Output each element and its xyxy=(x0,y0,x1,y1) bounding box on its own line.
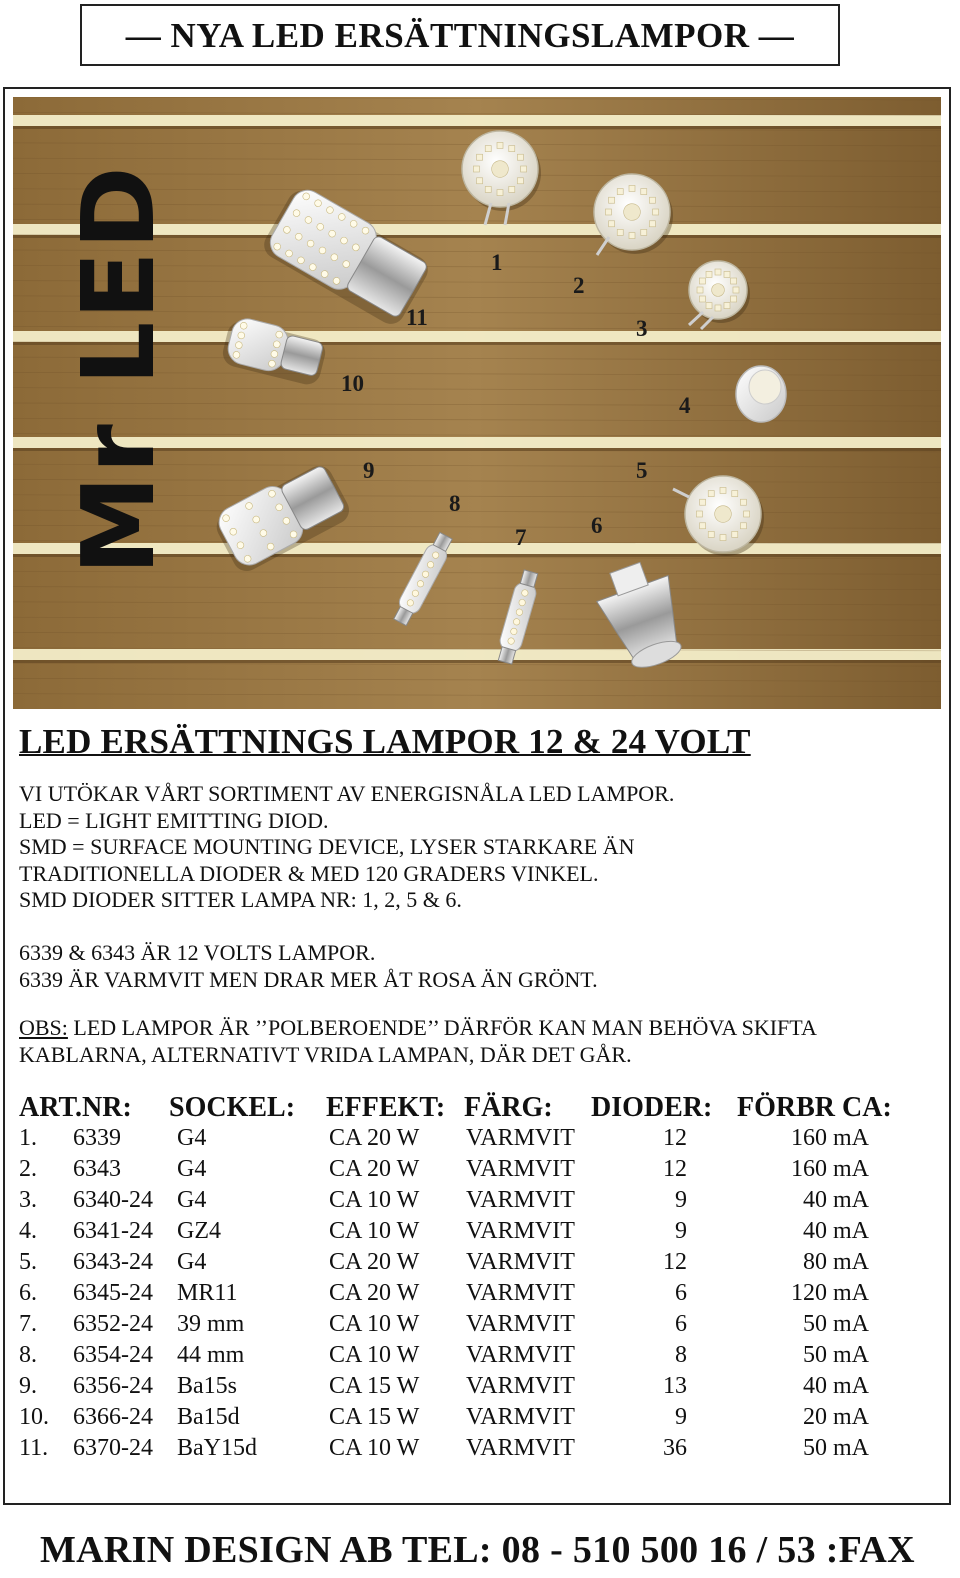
cell-effekt: CA 20 W xyxy=(329,1125,420,1151)
cell-forbr: 50 mA xyxy=(803,1342,869,1368)
cell-dioder: 36 xyxy=(663,1435,687,1461)
cell-nr: 5. xyxy=(19,1249,37,1275)
cell-effekt: CA 10 W xyxy=(329,1342,420,1368)
cell-sockel: GZ4 xyxy=(177,1218,221,1244)
cell-effekt: CA 15 W xyxy=(329,1373,420,1399)
table-row xyxy=(19,1310,919,1341)
cell-forbr: 120 mA xyxy=(791,1280,869,1306)
cell-dioder: 12 xyxy=(663,1249,687,1275)
intro-paragraph xyxy=(19,781,674,914)
deck-seam xyxy=(13,126,941,129)
cell-forbr: 20 mA xyxy=(803,1404,869,1430)
header-farg: FÄRG: xyxy=(464,1092,553,1123)
cell-farg: VARMVIT xyxy=(466,1125,575,1151)
voltage-line: 6339 & 6343 ÄR 12 VOLTS LAMPOR. xyxy=(19,940,376,965)
page-title: — NYA LED ERSÄTTNINGSLAMPOR — xyxy=(80,4,840,66)
bulb-number-label: 8 xyxy=(449,491,461,516)
bulb-4-gz4 xyxy=(736,366,786,422)
cell-forbr: 40 mA xyxy=(803,1373,869,1399)
cell-nr: 2. xyxy=(19,1156,37,1182)
cell-dioder: 12 xyxy=(663,1125,687,1151)
obs-text: LED LAMPOR ÄR ’’POLBEROENDE’’ DÄRFÖR KAN MAN BEHÖVA SKIFTA xyxy=(67,1015,817,1040)
cell-dioder: 13 xyxy=(663,1373,687,1399)
cell-sockel: G4 xyxy=(177,1249,207,1275)
table-body xyxy=(19,1124,919,1465)
cell-farg: VARMVIT xyxy=(466,1280,575,1306)
cell-sockel: MR11 xyxy=(177,1280,238,1306)
bulb-number-label: 10 xyxy=(341,371,364,396)
cell-sockel: BaY15d xyxy=(177,1435,257,1461)
cell-forbr: 40 mA xyxy=(803,1187,869,1213)
cell-forbr: 50 mA xyxy=(803,1435,869,1461)
cell-art: 6339 xyxy=(73,1125,121,1151)
cell-sockel: Ba15d xyxy=(177,1404,240,1430)
cell-nr: 6. xyxy=(19,1280,37,1306)
product-photo xyxy=(13,97,941,709)
cell-farg: VARMVIT xyxy=(466,1404,575,1430)
cell-nr: 11. xyxy=(19,1435,49,1461)
intro-line: LED = LIGHT EMITTING DIOD. xyxy=(19,807,329,833)
cell-nr: 9. xyxy=(19,1373,37,1399)
cell-sockel: G4 xyxy=(177,1125,207,1151)
deck-stripe xyxy=(13,115,941,126)
cell-art: 6354-24 xyxy=(73,1342,153,1368)
cell-farg: VARMVIT xyxy=(466,1342,575,1368)
cell-effekt: CA 10 W xyxy=(329,1187,420,1213)
voltage-line: 6339 ÄR VARMVIT MEN DRAR MER ÅT ROSA ÄN GRÖNT. xyxy=(19,966,598,992)
cell-sockel: Ba15s xyxy=(177,1373,237,1399)
deck-seam xyxy=(13,660,941,663)
cell-art: 6341-24 xyxy=(73,1218,153,1244)
obs-line-2: KABLARNA, ALTERNATIVT VRIDA LAMPAN, DÄR DET GÅR. xyxy=(19,1041,632,1067)
cell-dioder: 6 xyxy=(675,1311,687,1337)
cell-art: 6343 xyxy=(73,1156,121,1182)
cell-art: 6345-24 xyxy=(73,1280,153,1306)
cell-farg: VARMVIT xyxy=(466,1373,575,1399)
bulb-number-label: 3 xyxy=(636,316,648,341)
cell-farg: VARMVIT xyxy=(466,1187,575,1213)
header-dioder: DIODER: xyxy=(591,1092,713,1123)
cell-art: 6343-24 xyxy=(73,1249,153,1275)
cell-effekt: CA 15 W xyxy=(329,1404,420,1430)
bulb-number-label: 11 xyxy=(406,305,428,330)
cell-forbr: 40 mA xyxy=(803,1218,869,1244)
cell-nr: 4. xyxy=(19,1218,37,1244)
cell-farg: VARMVIT xyxy=(466,1311,575,1337)
cell-effekt: CA 20 W xyxy=(329,1156,420,1182)
cell-forbr: 160 mA xyxy=(791,1156,869,1182)
cell-sockel: 39 mm xyxy=(177,1311,245,1337)
table-row xyxy=(19,1217,919,1248)
cell-farg: VARMVIT xyxy=(466,1156,575,1182)
header-forbr: FÖRBR CA: xyxy=(737,1092,892,1123)
obs-label: OBS: xyxy=(19,1015,68,1040)
cell-art: 6366-24 xyxy=(73,1404,153,1430)
header-artnr: ART.NR: xyxy=(19,1092,132,1123)
table-row xyxy=(19,1434,919,1465)
table-row xyxy=(19,1341,919,1372)
intro-line: TRADITIONELLA DIODER & MED 120 GRADERS VINKEL. xyxy=(19,860,599,886)
bulb-number-label: 1 xyxy=(491,250,503,275)
cell-effekt: CA 20 W xyxy=(329,1280,420,1306)
bulb-number-label: 2 xyxy=(573,273,585,298)
cell-farg: VARMVIT xyxy=(466,1435,575,1461)
product-table xyxy=(19,1092,919,1465)
cell-farg: VARMVIT xyxy=(466,1249,575,1275)
cell-effekt: CA 10 W xyxy=(329,1435,420,1461)
cell-dioder: 9 xyxy=(675,1404,687,1430)
footer-contact: MARIN DESIGN AB TEL: 08 - 510 500 16 / 53 :FAX xyxy=(40,1529,915,1571)
table-row xyxy=(19,1279,919,1310)
cell-forbr: 80 mA xyxy=(803,1249,869,1275)
table-row xyxy=(19,1372,919,1403)
cell-art: 6352-24 xyxy=(73,1311,153,1337)
voltage-paragraph xyxy=(19,940,598,993)
cell-dioder: 12 xyxy=(663,1156,687,1182)
cell-nr: 10. xyxy=(19,1404,49,1430)
header-sockel: SOCKEL: xyxy=(169,1092,296,1123)
cell-art: 6340-24 xyxy=(73,1187,153,1213)
table-row xyxy=(19,1155,919,1186)
bulb-number-label: 7 xyxy=(515,525,527,550)
table-row xyxy=(19,1124,919,1155)
cell-forbr: 160 mA xyxy=(791,1125,869,1151)
table-row xyxy=(19,1248,919,1279)
obs-line-1 xyxy=(19,1015,817,1042)
header-effekt: EFFEKT: xyxy=(326,1092,446,1123)
intro-line: SMD DIODER SITTER LAMPA NR: 1, 2, 5 & 6. xyxy=(19,887,462,912)
bulb-number-label: 5 xyxy=(636,458,648,483)
cell-nr: 7. xyxy=(19,1311,37,1337)
bulb-number-label: 9 xyxy=(363,458,375,483)
cell-effekt: CA 10 W xyxy=(329,1218,420,1244)
obs-paragraph xyxy=(19,1015,817,1068)
cell-sockel: G4 xyxy=(177,1156,207,1182)
cell-nr: 1. xyxy=(19,1125,37,1151)
cell-dioder: 6 xyxy=(675,1280,687,1306)
table-row xyxy=(19,1403,919,1434)
cell-sockel: G4 xyxy=(177,1187,207,1213)
intro-line: SMD = SURFACE MOUNTING DEVICE, LYSER STARKARE ÄN xyxy=(19,834,635,859)
table-row xyxy=(19,1186,919,1217)
cell-farg: VARMVIT xyxy=(466,1218,575,1244)
intro-line: VI UTÖKAR VÅRT SORTIMENT AV ENERGISNÅLA LED LAMPOR. xyxy=(19,781,675,806)
cell-forbr: 50 mA xyxy=(803,1311,869,1337)
section-heading: LED ERSÄTTNINGS LAMPOR 12 & 24 VOLT xyxy=(19,722,751,761)
bulb-number-label: 6 xyxy=(591,513,603,538)
cell-art: 6356-24 xyxy=(73,1373,153,1399)
cell-art: 6370-24 xyxy=(73,1435,153,1461)
table-header xyxy=(19,1092,919,1124)
bulb-number-label: 4 xyxy=(679,393,691,418)
cell-nr: 3. xyxy=(19,1187,37,1213)
cell-effekt: CA 10 W xyxy=(329,1311,420,1337)
cell-nr: 8. xyxy=(19,1342,37,1368)
cell-sockel: 44 mm xyxy=(177,1342,245,1368)
cell-dioder: 8 xyxy=(675,1342,687,1368)
cell-dioder: 9 xyxy=(675,1218,687,1244)
cell-dioder: 9 xyxy=(675,1187,687,1213)
cell-effekt: CA 20 W xyxy=(329,1249,420,1275)
mr-led-logo: Mr LED xyxy=(60,164,177,575)
